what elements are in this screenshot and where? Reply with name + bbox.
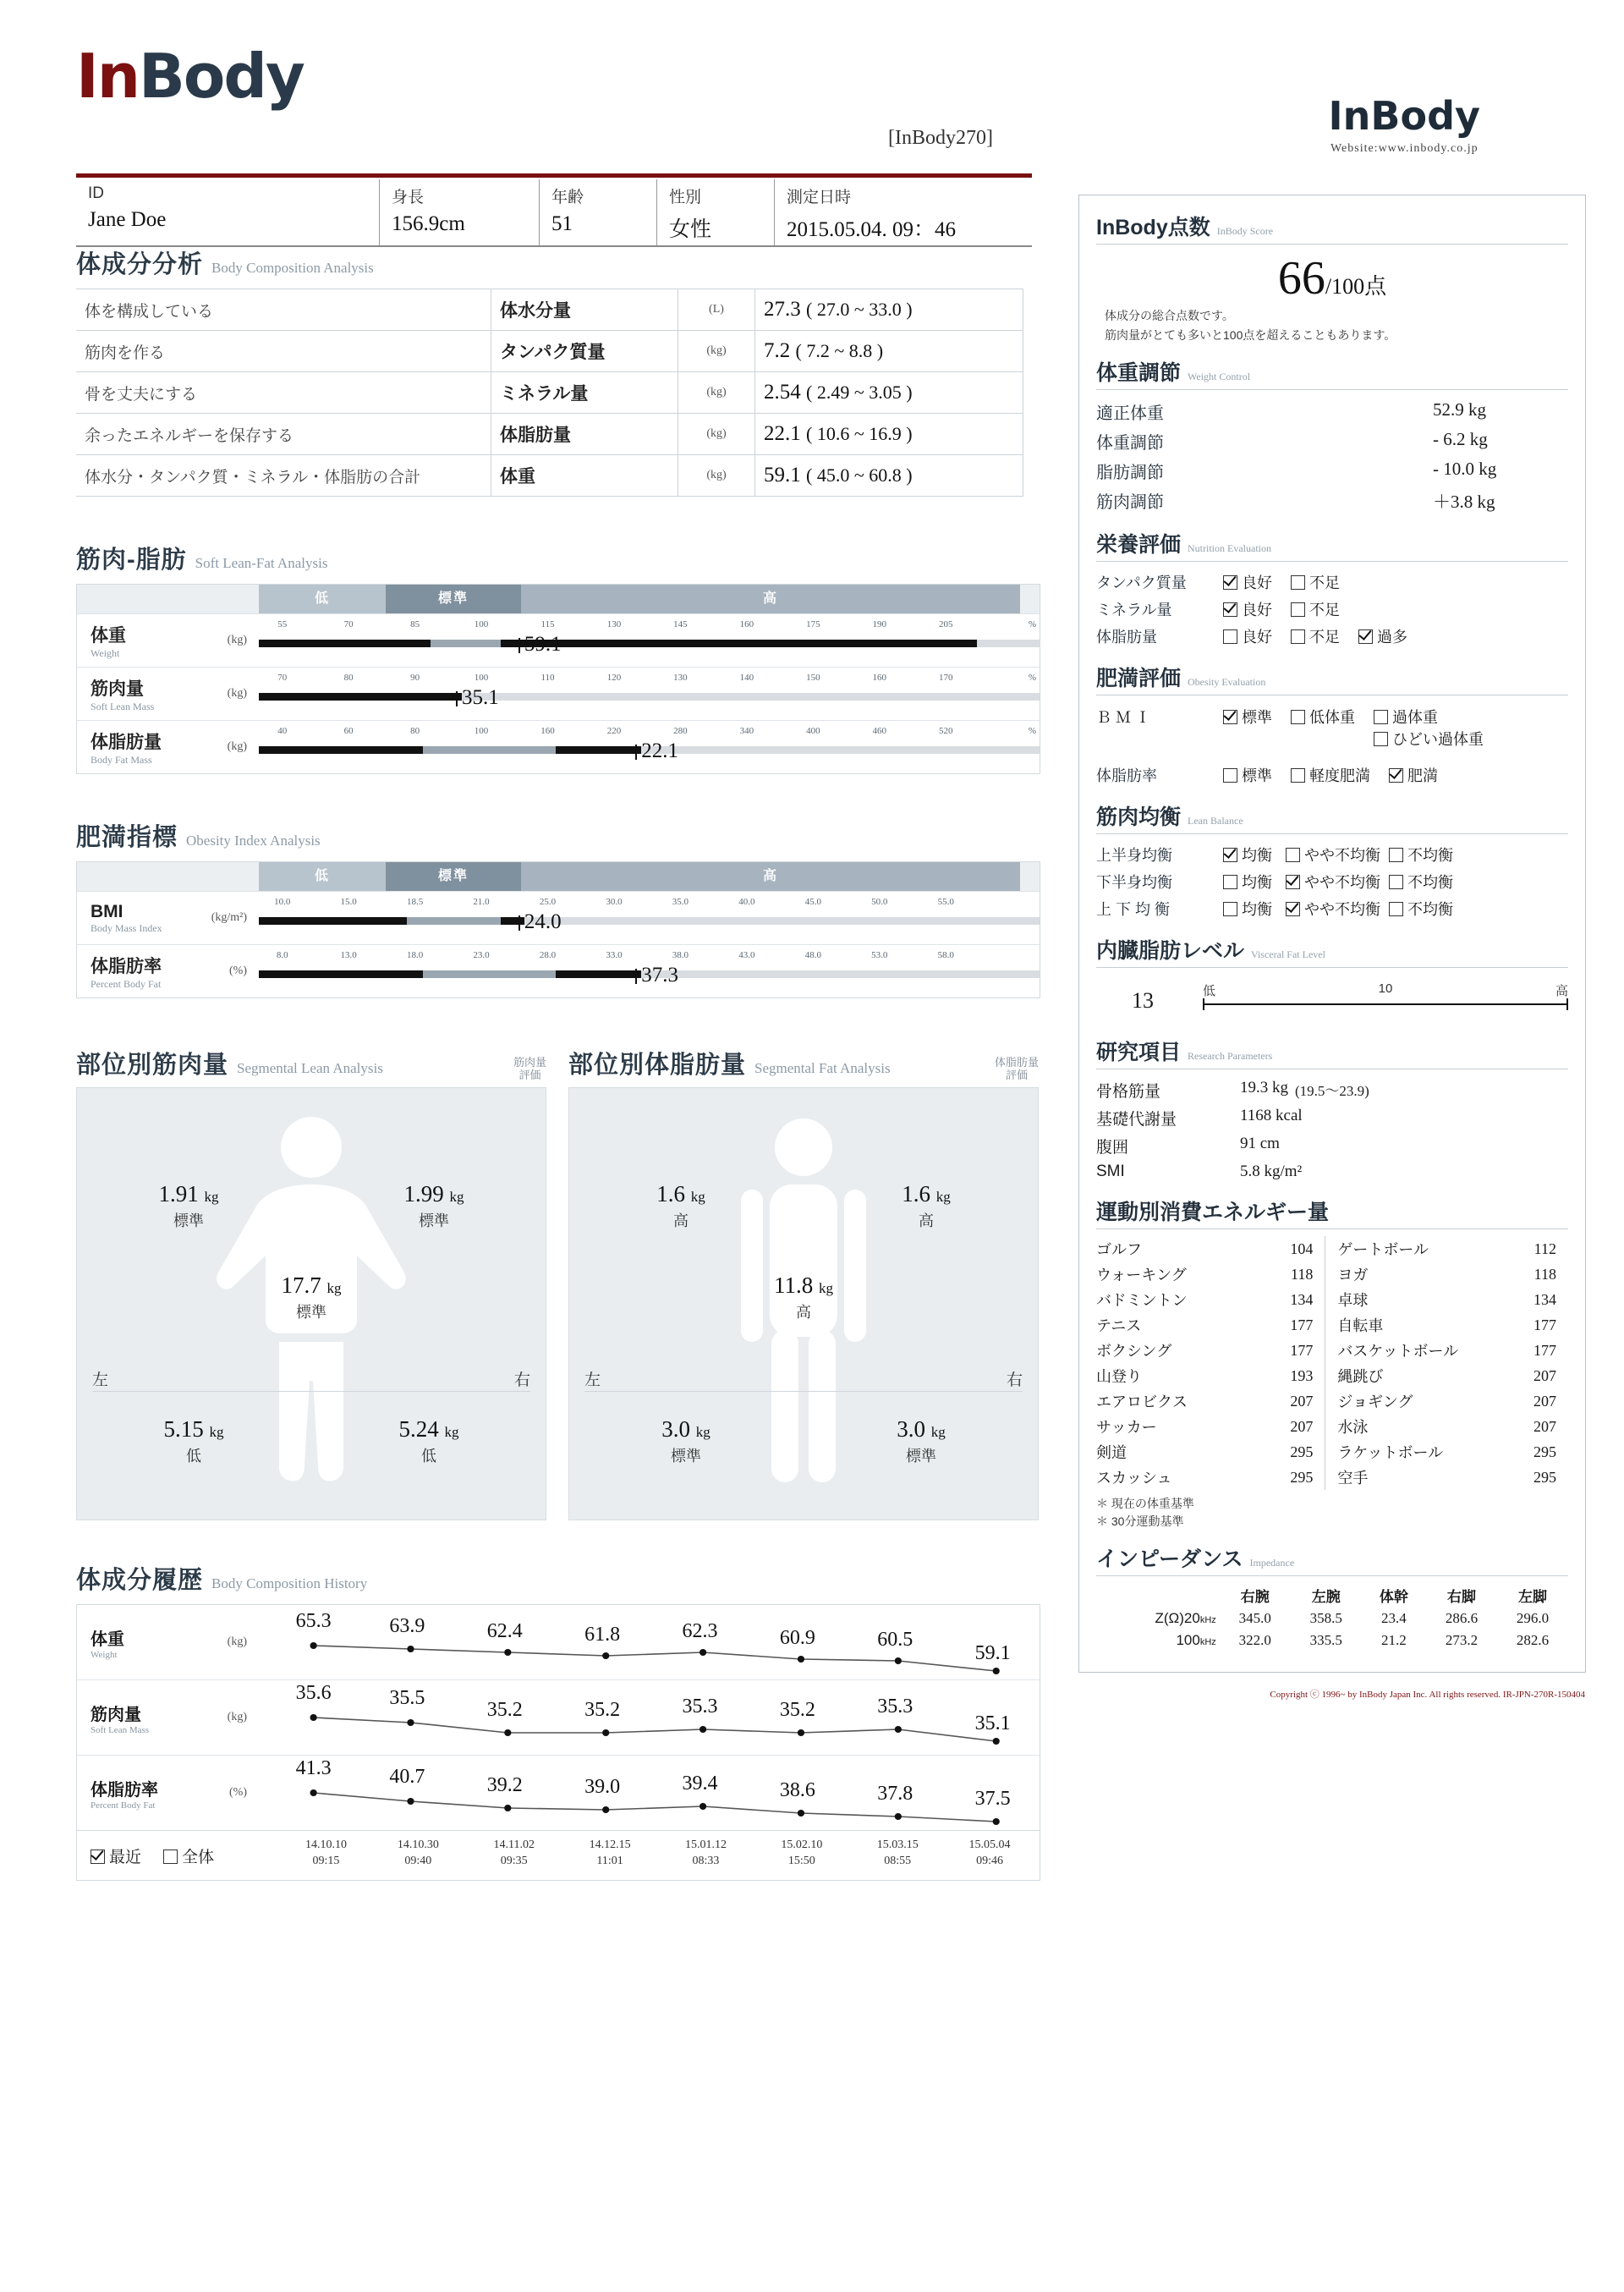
visceral-fat-value: 13: [1132, 988, 1154, 1013]
wc-title-en: Weight Control: [1188, 371, 1251, 382]
bc-title-jp: 体成分分析: [76, 251, 204, 278]
sf-left-label: 左: [584, 1371, 601, 1389]
field-id-label: ID: [88, 184, 104, 202]
checkbox-option[interactable]: 良好: [1223, 625, 1272, 647]
field-gender-value: 女性: [669, 218, 712, 241]
table-row: [76, 414, 1023, 455]
sl-eval-label: 筋肉量 評価: [513, 1056, 546, 1082]
row-label-jp: BMI: [91, 901, 123, 921]
bc-unit: (kg): [678, 331, 755, 372]
res-title-jp: 研究項目: [1096, 1041, 1182, 1064]
section-nutrition: [1096, 528, 1568, 650]
checkbox-option[interactable]: 低体重: [1291, 706, 1355, 728]
vf-title-jp: 内臓脂肪レベル: [1096, 939, 1245, 963]
table-row: [76, 331, 1023, 372]
segmental-lean-figure: [76, 1087, 546, 1520]
research-row: 基礎代謝量 1168 kcal: [1096, 1107, 1303, 1129]
graph-row-percent-body-fat: [77, 944, 1040, 998]
range-label-standard: 標準: [386, 862, 521, 891]
bc-desc: 骨を丈夫にする: [76, 372, 491, 414]
bc-name: 体重: [491, 455, 678, 497]
exercise-table: [1096, 1236, 1568, 1490]
nutrition-row-body-fat: 体脂肪量 良好 不足 過多: [1096, 623, 1568, 650]
lean-balance-lower: 下半身均衡 均衡 やや不均衡 不均衡: [1096, 868, 1568, 895]
row-unit: (%): [229, 1786, 247, 1799]
field-height-value: 156.9cm: [392, 212, 465, 235]
history-row-lean-mass: 筋肉量 Soft Lean Mass (kg) 35.6 35.5 35.2 35.2 35.3 35.2 35.3 35.1: [77, 1679, 1040, 1755]
row-label-en: Body Fat Mass: [91, 753, 152, 766]
sl-leg-left: 5.15 kg 低: [163, 1416, 224, 1465]
section-exercise-energy: [1096, 1195, 1568, 1531]
table-row: ウォーキング 118 ヨガ 118: [1096, 1261, 1568, 1287]
sf-arm-right: 1.6 kg 高: [902, 1181, 951, 1229]
website-text: Website:www.inbody.co.jp: [1330, 142, 1479, 155]
section-weight-control: [1096, 356, 1568, 516]
checkbox-option[interactable]: 肥満: [1389, 764, 1438, 786]
section-visceral-fat: [1096, 934, 1568, 1024]
sf-leg-right: 3.0 kg 標準: [897, 1416, 946, 1465]
row-value: 24.0: [524, 910, 562, 933]
row-unit: (kg): [227, 1635, 247, 1648]
soft-lean-fat-graph: [76, 584, 1040, 774]
toggle-all[interactable]: 全体: [163, 1844, 214, 1867]
row-label-en: Weight: [91, 1649, 118, 1660]
section-segmental: [76, 1046, 1040, 1520]
ex-title-jp: 運動別消費エネルギー量: [1096, 1201, 1330, 1224]
inbody-brand-logo: InBody: [1328, 93, 1480, 139]
sf-right-label: 右: [1006, 1371, 1023, 1389]
sl-leg-right: 5.24 kg 低: [398, 1416, 459, 1465]
table-row: エアロビクス 207 ジョギング 207: [1096, 1388, 1568, 1414]
bc-unit: (kg): [678, 414, 755, 455]
imp-title-jp: インピーダンス: [1096, 1547, 1243, 1571]
col-left-leg: 左脚: [1518, 1589, 1547, 1605]
section-research: [1096, 1036, 1568, 1184]
sf-leg-left: 3.0 kg 標準: [661, 1416, 710, 1465]
graph-header: [77, 585, 1040, 613]
table-row: [76, 372, 1023, 414]
checkbox-option[interactable]: ひどい過体重: [1374, 728, 1484, 750]
bc-desc: 体水分・タンパク質・ミネラル・体脂肪の合計: [76, 455, 491, 497]
row-label-jp: 体重: [91, 1630, 124, 1649]
obesity-index-graph: [76, 861, 1040, 998]
row-label-en: Percent Body Fat: [91, 1800, 156, 1811]
inbody-score-value: 66/100点: [1277, 252, 1387, 305]
sf-trunk: 11.8 kg 高: [774, 1272, 833, 1321]
inbody-brand-block: [1329, 93, 1480, 156]
right-column: [1078, 195, 1586, 1700]
row-unit: (kg): [227, 634, 247, 646]
table-row: バドミントン 134 卓球 134: [1096, 1287, 1568, 1312]
bc-title-en: Body Composition Analysis: [211, 260, 374, 276]
checkbox-option[interactable]: やや不均衡: [1286, 898, 1380, 920]
range-label-standard: 標準: [386, 585, 521, 613]
research-row: SMI 5.8 kg/m²: [1096, 1162, 1303, 1180]
row-value: 22.1: [641, 739, 679, 762]
graph-row-lean-mass: [77, 667, 1040, 720]
section-impedance: [1096, 1542, 1585, 1700]
lean-balance-upper: 上半身均衡 均衡 やや不均衡 不均衡: [1096, 841, 1568, 868]
table-row: 剣道 295 ラケットボール 295: [1096, 1439, 1568, 1465]
row-label-jp: 筋肉量: [91, 679, 144, 699]
sl-right-label: 右: [513, 1371, 530, 1389]
row-label-jp: 体重: [91, 625, 126, 646]
sl-trunk: 17.7 kg 標準: [281, 1272, 342, 1321]
history-line: [259, 1680, 1040, 1755]
left-column: [76, 169, 1040, 1881]
nut-title-en: Nutrition Evaluation: [1188, 542, 1271, 554]
nutrition-row-mineral: ミネラル量 良好 不足: [1096, 596, 1568, 623]
row-label-en: Weight: [91, 646, 120, 659]
field-id-value: Jane Doe: [88, 208, 167, 231]
row-unit: (kg/m²): [211, 911, 247, 924]
score-note-1: 体成分の総合点数です。: [1105, 309, 1234, 322]
wc-row: 筋肉調節 ＋3.8 kg: [1096, 492, 1495, 512]
checkbox-option[interactable]: 不足: [1291, 571, 1340, 593]
range-label-high: 高: [521, 862, 1020, 891]
table-row: 100kHz 322.0 335.5 21.2 273.2 282.6: [1176, 1632, 1550, 1648]
exercise-note-1: ＊ 現在の体重基準: [1096, 1497, 1194, 1510]
lb-title-jp: 筋肉均衡: [1096, 805, 1182, 829]
range-label-low: 低: [259, 585, 386, 613]
bc-value: 2.54 ( 2.49 ~ 3.05 ): [755, 372, 1023, 414]
history-row-percent-body-fat: 体脂肪率 Percent Body Fat (%) 41.3 40.7 39.2 39.0 39.4 38.6 37.8 37.5: [77, 1755, 1040, 1830]
table-row: 山登り 193 縄跳び 207: [1096, 1363, 1568, 1388]
field-gender-label: 性別: [669, 189, 702, 206]
scale-high-label: 高: [1555, 984, 1568, 998]
sl-arm-right: 1.99 kg 標準: [403, 1181, 464, 1229]
sheet-body: [51, 169, 1585, 2183]
bc-value: 27.3 ( 27.0 ~ 33.0 ): [755, 289, 1023, 331]
row-value: 37.3: [641, 964, 679, 987]
bc-name: 体脂肪量: [491, 414, 678, 455]
checkbox-option[interactable]: 不均衡: [1389, 871, 1453, 893]
bc-value: 22.1 ( 10.6 ~ 16.9 ): [755, 414, 1023, 455]
wc-row: 適正体重 52.9 kg: [1096, 399, 1486, 423]
hist-title-jp: 体成分履歴: [76, 1567, 204, 1594]
checkbox-option[interactable]: 不足: [1291, 625, 1340, 647]
obesity-eval-bmi: Ｂ Ｍ Ｉ 標準 低体重 過体重 ひどい過体重: [1096, 702, 1568, 753]
history-line: [259, 1605, 1040, 1679]
row-label-en: Percent Body Fat: [91, 977, 162, 990]
hist-title-en: Body Composition History: [211, 1575, 368, 1591]
wc-row: 体重調節 - 6.2 kg: [1096, 429, 1488, 453]
bc-unit: (kg): [678, 455, 755, 497]
checkbox-option[interactable]: 軽度肥満: [1291, 764, 1370, 786]
bc-name: 体水分量: [491, 289, 678, 331]
sf-arm-left: 1.6 kg 高: [656, 1181, 705, 1229]
field-datetime-value: 2015.05.04. 09：46: [787, 218, 957, 241]
checkbox-option[interactable]: 良好: [1223, 571, 1272, 593]
section-history: [76, 1561, 1040, 1881]
bc-unit: (L): [678, 289, 755, 331]
field-height-label: 身長: [392, 189, 425, 206]
field-age-value: 51: [551, 212, 573, 235]
row-unit: (kg): [227, 687, 247, 700]
nut-title-jp: 栄養評価: [1096, 533, 1182, 557]
slf-title-jp: 筋肉-脂肪: [76, 547, 187, 574]
segmental-fat-figure: [568, 1087, 1039, 1520]
toggle-recent[interactable]: 最近: [91, 1844, 141, 1867]
checkbox-option[interactable]: 不均衡: [1389, 898, 1453, 920]
range-label-high: 高: [521, 585, 1020, 613]
impedance-table: [1096, 1583, 1568, 1652]
col-right-arm: 右腕: [1240, 1589, 1270, 1605]
vf-title-en: Visceral Fat Level: [1251, 948, 1325, 960]
checkbox-option[interactable]: 過多: [1358, 625, 1407, 647]
body-composition-table: [76, 289, 1023, 497]
obesity-eval-pbf: 体脂肪率 標準 軽度肥満 肥満: [1096, 761, 1568, 789]
table-row: テニス 177 自転車 177: [1096, 1312, 1568, 1338]
checkbox-option[interactable]: 不均衡: [1389, 844, 1453, 866]
sf-title-jp: 部位別体脂肪量: [568, 1052, 747, 1079]
table-row: スカッシュ 295 空手 295: [1096, 1465, 1568, 1490]
bc-name: ミネラル量: [491, 372, 678, 414]
col-trunk: 体幹: [1379, 1589, 1408, 1605]
row-label-en: Soft Lean Mass: [91, 700, 155, 712]
bc-value: 59.1 ( 45.0 ~ 60.8 ): [755, 455, 1023, 497]
table-row: ゴルフ 104 ゲートボール 112: [1096, 1236, 1568, 1261]
imp-title-en: Impedance: [1249, 1557, 1295, 1569]
oe-title-en: Obesity Evaluation: [1188, 676, 1266, 688]
tick-labels: 8.0 13.0 18.0 23.0 28.0 33.0 38.0 43.0 48.0 53.0 58.0: [276, 950, 954, 960]
tick-labels: 55 70 85 100 115 130 145 160 175 190 205 %: [277, 619, 1036, 629]
tick-labels: 70 80 90 100 110 120 130 140 150 160 170 %: [277, 673, 1036, 683]
res-title-en: Research Parameters: [1188, 1050, 1273, 1062]
oi-title-en: Obesity Index Analysis: [186, 833, 321, 849]
score-title-jp: InBody点数: [1096, 216, 1210, 239]
sl-title-en: Segmental Lean Analysis: [237, 1060, 383, 1076]
lb-title-en: Lean Balance: [1188, 815, 1243, 827]
bc-unit: (kg): [678, 372, 755, 414]
section-lean-balance: [1096, 800, 1568, 922]
section-body-composition: [76, 245, 1040, 497]
checkbox-option[interactable]: 過体重: [1374, 706, 1484, 728]
history-row-weight: 体重 Weight (kg) 65.3 63.9 62.4 61.8 62.3 60.9 60.5 59.1: [77, 1605, 1040, 1679]
table-row: [76, 455, 1023, 497]
field-datetime-label: 測定日時: [787, 189, 852, 206]
segmental-fat-box: [568, 1046, 1039, 1520]
score-title-en: InBody Score: [1216, 225, 1274, 237]
wc-row: 脂肪調節 - 10.0 kg: [1096, 459, 1497, 482]
checkbox-option[interactable]: 不足: [1291, 598, 1340, 620]
bc-desc: 体を構成している: [76, 289, 491, 331]
table-row: Z(Ω)20kHz 345.0 358.5 23.4 286.6 296.0: [1155, 1610, 1550, 1626]
row-unit: (kg): [227, 740, 247, 753]
range-label-low: 低: [259, 862, 386, 891]
lean-balance-updown: 上 下 均 衡 均衡 やや不均衡 不均衡: [1096, 895, 1568, 922]
bc-desc: 余ったエネルギーを保存する: [76, 414, 491, 455]
checkbox-option[interactable]: 良好: [1223, 598, 1272, 620]
section-inbody-score: [1096, 211, 1568, 344]
row-label-en: Body Mass Index: [91, 921, 162, 934]
sl-title-jp: 部位別筋肉量: [76, 1052, 229, 1079]
tick-labels: 40 60 80 100 160 220 280 340 400 460 520 %: [277, 726, 1036, 736]
graph-row-bmi: [77, 891, 1040, 944]
col-left-arm: 左腕: [1311, 1589, 1341, 1605]
row-label-jp: 体脂肪量: [91, 732, 162, 752]
checkbox-option[interactable]: 均衡: [1223, 898, 1272, 920]
device-model: [InBody270]: [888, 127, 993, 149]
graph-header: [77, 862, 1040, 891]
research-row: 腹囲 91 cm: [1096, 1135, 1280, 1157]
row-label-jp: 体脂肪率: [91, 956, 162, 976]
nutrition-row-protein: タンパク質量 良好 不足: [1096, 569, 1568, 596]
section-obesity-evaluation: [1096, 662, 1568, 789]
table-row: [76, 289, 1023, 331]
history-line: [259, 1756, 1040, 1830]
col-right-leg: 右脚: [1447, 1589, 1476, 1605]
exercise-note-2: ＊ 30分運動基準: [1096, 1514, 1184, 1528]
checkbox-option[interactable]: 標準: [1223, 706, 1272, 728]
wc-title-jp: 体重調節: [1096, 361, 1182, 385]
checkbox-option[interactable]: 均衡: [1223, 844, 1272, 866]
table-row: ボクシング 177 バスケットボール 177: [1096, 1338, 1568, 1363]
checkbox-option[interactable]: やや不均衡: [1286, 844, 1380, 866]
segmental-lean-box: [76, 1046, 546, 1520]
row-label-jp: 体脂肪率: [91, 1780, 158, 1800]
history-footer: 最近 全体 14.10.10 09:15 14.10.30 09:40 14.11.02 09:35 14.12.15 11:01 15.01.12 08:33 15.02.10 15:50 15.03.15 08:55 15.05.04 09:46: [77, 1830, 1040, 1880]
history-chart: [76, 1604, 1040, 1881]
bc-desc: 筋肉を作る: [76, 331, 491, 372]
field-age-label: 年齢: [551, 189, 584, 206]
table-row: サッカー 207 水泳 207: [1096, 1414, 1568, 1439]
tick-labels: 10.0 15.0 18.5 21.0 25.0 30.0 35.0 40.0 45.0 50.0 55.0: [274, 897, 954, 907]
checkbox-option[interactable]: 均衡: [1223, 871, 1272, 893]
row-label-en: Soft Lean Mass: [91, 1724, 150, 1735]
row-unit: (kg): [227, 1711, 247, 1723]
row-value: 59.1: [524, 633, 562, 656]
bc-value: 7.2 ( 7.2 ~ 8.8 ): [755, 331, 1023, 372]
research-row: 骨格筋量 19.3 kg (19.5～23.9): [1096, 1079, 1369, 1101]
row-unit: (%): [229, 965, 247, 977]
oi-title-jp: 肥満指標: [76, 824, 178, 851]
checkbox-option[interactable]: 標準: [1223, 764, 1272, 786]
copyright-text: Copyright ⓒ 1996~ by InBody Japan Inc. All rights reserved. IR-JPN-270R-150404: [1270, 1690, 1585, 1700]
table-header-row: [1096, 1583, 1568, 1608]
section-obesity-index: [76, 818, 1040, 998]
sf-title-en: Segmental Fat Analysis: [754, 1060, 891, 1076]
sf-eval-label: 体脂肪量 評価: [994, 1056, 1039, 1082]
scale-low-label: 低: [1203, 984, 1216, 998]
section-soft-lean-fat: [76, 541, 1040, 774]
sl-arm-left: 1.91 kg 標準: [158, 1181, 219, 1229]
graph-row-body-fat-mass: [77, 720, 1040, 773]
oe-title-jp: 肥満評価: [1096, 667, 1182, 690]
bc-name: タンパク質量: [491, 331, 678, 372]
row-label-jp: 筋肉量: [91, 1705, 141, 1724]
sl-left-label: 左: [92, 1371, 109, 1389]
graph-row-weight: [77, 613, 1040, 667]
score-note-2: 筋肉量がとても多いと100点を超えることもあります。: [1105, 328, 1396, 342]
slf-title-en: Soft Lean-Fat Analysis: [195, 555, 328, 571]
inbody-logo: InBody: [76, 41, 304, 112]
row-value: 35.1: [461, 686, 499, 709]
checkbox-option[interactable]: やや不均衡: [1286, 871, 1380, 893]
scale-mid-label: 10: [1378, 981, 1393, 996]
visceral-fat-scale: [1203, 981, 1568, 1020]
